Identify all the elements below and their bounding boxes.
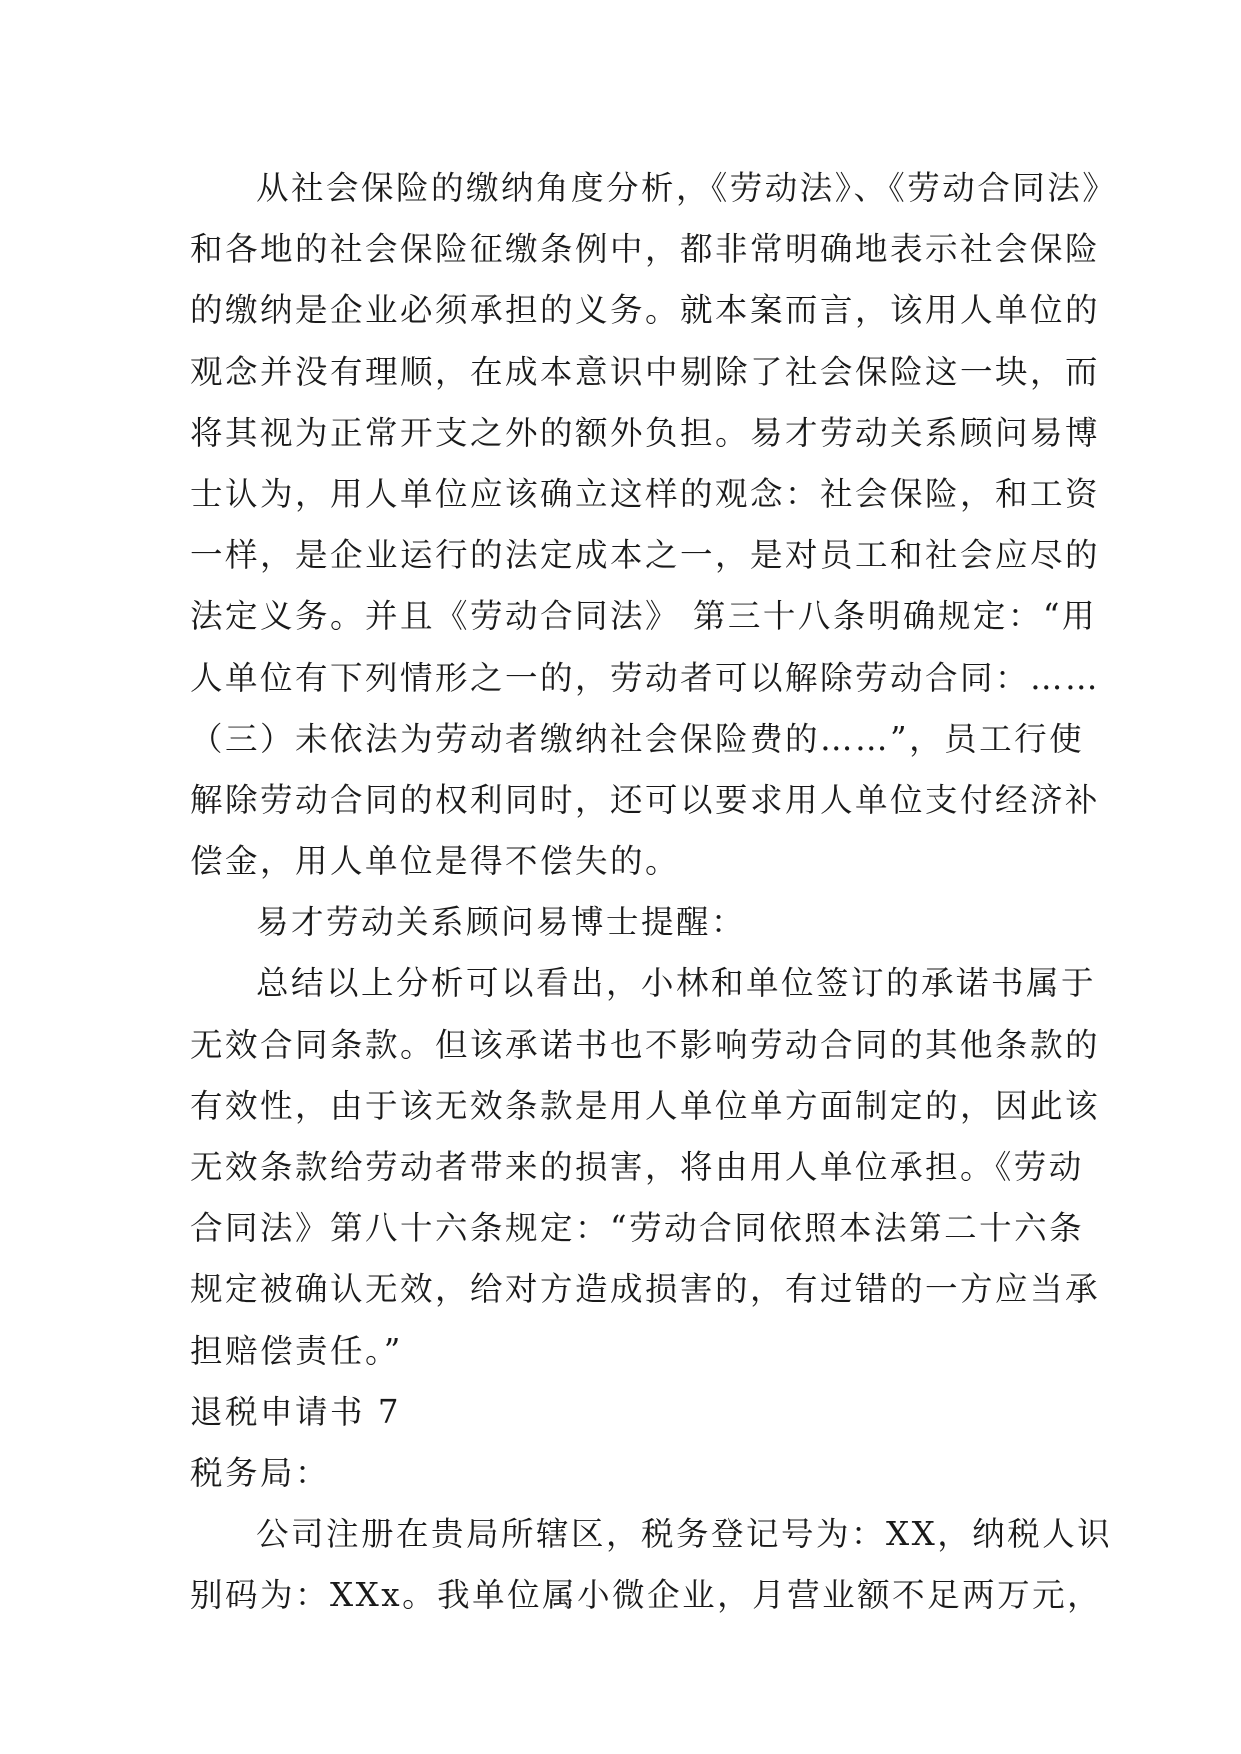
- paragraph-company-info: [190, 1504, 1113, 1626]
- text-line: 观念并没有理顺，在成本意识中剔除了社会保险这一块，而: [190, 352, 1101, 391]
- text-line: 有效性，由于该无效条款是用人单位单方面制定的，因此该: [190, 1086, 1101, 1125]
- text-line: 的缴纳是企业必须承担的义务。就本案而言，该用人单位的: [190, 291, 1101, 330]
- text-line: 合同法》第八十六条规定：“劳动合同依照本法第二十六条: [190, 1209, 1085, 1248]
- text-line: 解除劳动合同的权利同时，还可以要求用人单位支付经济补: [190, 780, 1101, 819]
- text-line: 将其视为正常开支之外的额外负担。易才劳动关系顾问易博: [190, 413, 1101, 452]
- heading-tax-refund-application: 退税申请书 7: [190, 1392, 402, 1431]
- text-line: 一样，是企业运行的法定成本之一，是对员工和社会应尽的: [190, 536, 1101, 575]
- text-line: 人单位有下列情形之一的，劳动者可以解除劳动合同：……: [190, 658, 1101, 697]
- text-line: 易才劳动关系顾问易博士提醒：: [256, 903, 747, 942]
- text-line: （三）未依法为劳动者缴纳社会保险费的……”，员工行使: [190, 719, 1085, 758]
- paragraph-summary: [190, 953, 1101, 1381]
- addressee-line: 税务局：: [190, 1453, 331, 1492]
- text-line: 士认为，用人单位应该确立这样的观念：社会保险，和工资: [190, 474, 1101, 513]
- text-line: 担赔偿责任。”: [190, 1331, 403, 1370]
- text-line: 无效合同条款。但该承诺书也不影响劳动合同的其他条款的: [190, 1025, 1101, 1064]
- paragraph-advisor-reminder: [190, 892, 1050, 953]
- paragraph-social-insurance-analysis: [190, 158, 1118, 892]
- text-line: 从社会保险的缴纳角度分析，《劳动法》、《劳动合同法》: [256, 169, 1118, 207]
- text-line: 公司注册在贵局所辖区，税务登记号为：XX，纳税人识: [256, 1515, 1113, 1554]
- text-line: 规定被确认无效，给对方造成损害的，有过错的一方应当承: [190, 1270, 1101, 1309]
- text-line: 和各地的社会保险征缴条例中，都非常明确地表示社会保险: [190, 230, 1101, 269]
- section-heading: [190, 1382, 1050, 1443]
- text-line: 偿金，用人单位是得不偿失的。: [190, 842, 681, 881]
- text-line: 别码为：XXx。我单位属小微企业，月营业额不足两万元，: [190, 1576, 1103, 1615]
- salutation: [190, 1443, 1050, 1504]
- text-line: 无效条款给劳动者带来的损害，将由用人单位承担。《劳动: [190, 1148, 1084, 1186]
- text-line: 总结以上分析可以看出，小林和单位签订的承诺书属于: [256, 964, 1097, 1003]
- text-line: 法定义务。并且《劳动合同法》 第三十八条明确规定：“用: [190, 597, 1097, 636]
- document-body: [190, 158, 1118, 1627]
